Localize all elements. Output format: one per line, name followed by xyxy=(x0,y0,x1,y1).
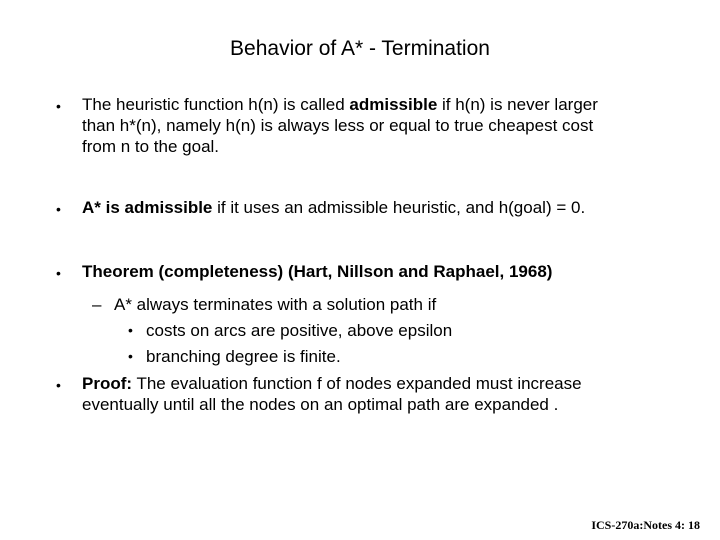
bullet-icon: • xyxy=(56,377,61,393)
condition-positive-costs: costs on arcs are positive, above epsilon xyxy=(146,321,453,340)
astar-admissible: A* is admissible if it uses an admissible heuristic, and h(goal) = 0. xyxy=(82,198,586,217)
slide-title: Behavior of A* - Termination xyxy=(230,37,490,60)
bullet-icon: • xyxy=(56,265,61,281)
admissible-definition xyxy=(82,94,682,157)
bullet-icon: • xyxy=(56,201,61,217)
condition-finite-branching: branching degree is finite. xyxy=(146,347,341,366)
proof-text xyxy=(82,373,682,415)
definition-line-3: from n to the goal. xyxy=(82,137,220,156)
bullet-icon: • xyxy=(56,98,61,114)
definition-line-2: than h*(n), namely h(n) is always less or equal to true cheapest cost xyxy=(82,116,594,135)
sub-bullet-icon: • xyxy=(128,322,133,338)
theorem-heading: Theorem (completeness) (Hart, Nillson and Raphael, 1968) xyxy=(82,262,553,281)
slide-footer: ICS-270a:Notes 4: 18 xyxy=(591,518,700,532)
proof-line-2: eventually until all the nodes on an optimal path are expanded . xyxy=(82,395,559,414)
sub-bullet-icon: • xyxy=(128,348,133,364)
definition-line-1: The heuristic function h(n) is called admissible if h(n) is never larger xyxy=(82,95,598,114)
termination-statement: A* always terminates with a solution path if xyxy=(114,295,437,314)
proof-line-1: Proof: The evaluation function f of nodes expanded must increase xyxy=(82,374,582,393)
dash-icon: – xyxy=(92,295,102,314)
